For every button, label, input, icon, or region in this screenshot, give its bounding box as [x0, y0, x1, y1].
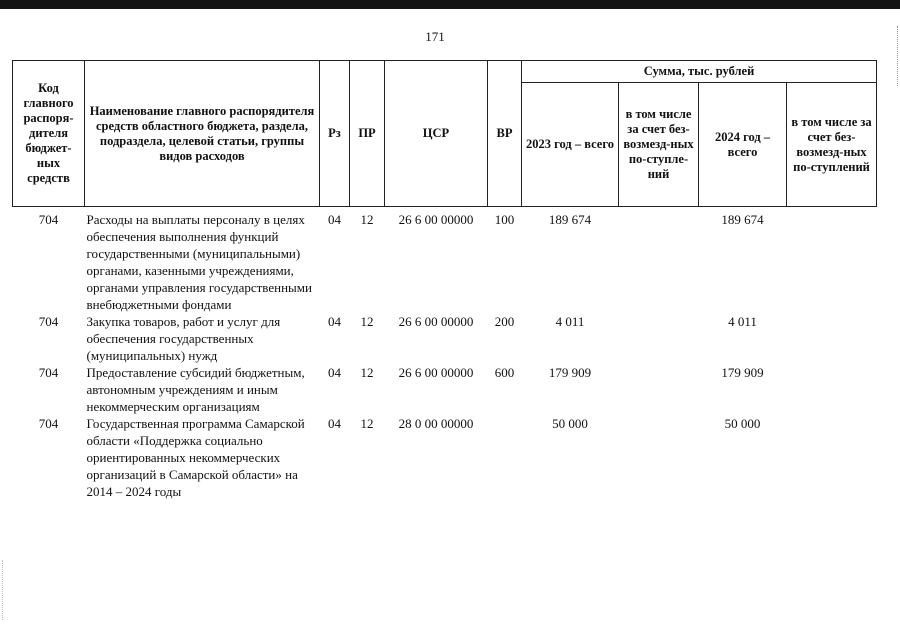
row-rz: 04 — [328, 314, 341, 329]
row-csr: 26 6 00 00000 — [398, 314, 474, 329]
header-csr: ЦСР — [385, 61, 488, 207]
header-name: Наименование главного распорядителя средств областного бюджета, раздела, подраздела, целевой статьи, группы видов расходов — [85, 61, 320, 207]
table-row — [13, 313, 877, 364]
budget-table — [12, 60, 877, 500]
row-2023-total: 4 011 — [555, 314, 585, 329]
row-code: 704 — [38, 416, 59, 431]
row-pr: 12 — [360, 416, 374, 431]
row-code: 704 — [38, 212, 59, 227]
row-code: 704 — [38, 314, 59, 329]
scan-edge-mark — [893, 26, 898, 86]
row-csr: 26 6 00 00000 — [398, 212, 474, 227]
row-name: Предоставление субсидий бюджетным, автономным учреждениям и иным некоммерческим организациям — [86, 365, 305, 414]
page-number: 171 — [425, 29, 445, 44]
header-code: Код главного распоря-дителя бюджет-ных средств — [13, 61, 85, 207]
row-name: Государственная программа Самарской области «Поддержка социально ориентированных некоммерческих организаций в Самарской области» на 2014 – 2024 годы — [86, 416, 305, 499]
row-rz: 04 — [328, 416, 341, 431]
row-name: Расходы на выплаты персоналу в целях обеспечения выполнения функций государственными (муниципальными) органами, казенными учреждениями, органами управления государственными внебюджетными фондами — [86, 212, 312, 312]
header-2023-grants: в том числе за счет без-возмезд-ных по-ступле-ний — [619, 83, 699, 207]
row-vr: 200 — [494, 314, 515, 329]
table-header — [13, 61, 877, 207]
header-pr: ПР — [350, 61, 385, 207]
scan-edge-mark-left — [2, 560, 5, 620]
row-vr: 600 — [494, 365, 515, 380]
row-2024-total: 189 674 — [721, 212, 764, 227]
table-row — [13, 211, 877, 313]
header-rz: Рз — [320, 61, 350, 207]
row-2024-grants — [787, 211, 877, 313]
row-2024-total: 50 000 — [724, 416, 761, 431]
row-pr: 12 — [360, 212, 374, 227]
header-vr: ВР — [488, 61, 522, 207]
row-2024-total: 179 909 — [721, 365, 764, 380]
row-2024-grants — [787, 313, 877, 364]
header-2024-grants: в том числе за счет без-возмезд-ных по-ступлений — [787, 83, 877, 207]
table-row — [13, 415, 877, 500]
row-2023-grants — [619, 415, 699, 500]
row-2023-total: 189 674 — [548, 212, 592, 227]
row-2023-grants — [619, 211, 699, 313]
row-pr: 12 — [360, 314, 374, 329]
row-rz: 04 — [328, 212, 341, 227]
header-sum-group: Сумма, тыс. рублей — [522, 61, 877, 83]
row-code: 704 — [38, 365, 59, 380]
row-name: Закупка товаров, работ и услуг для обеспечения государственных (муниципальных) нужд — [86, 314, 281, 363]
row-csr: 28 0 00 00000 — [398, 416, 474, 431]
header-2023-total: 2023 год – всего — [522, 83, 619, 207]
row-2023-grants — [619, 364, 699, 415]
row-vr — [488, 415, 522, 500]
header-2024-total: 2024 год – всего — [699, 83, 787, 207]
table-body — [13, 207, 877, 501]
row-2024-total: 4 011 — [728, 314, 757, 329]
row-pr: 12 — [360, 365, 374, 380]
row-2023-grants — [619, 313, 699, 364]
table-row — [13, 364, 877, 415]
row-rz: 04 — [328, 365, 341, 380]
row-2024-grants — [787, 364, 877, 415]
row-vr: 100 — [494, 212, 515, 227]
scan-top-border — [0, 0, 900, 9]
row-2024-grants — [787, 415, 877, 500]
row-2023-total: 50 000 — [552, 416, 588, 431]
row-csr: 26 6 00 00000 — [398, 365, 474, 380]
row-2023-total: 179 909 — [548, 365, 592, 380]
